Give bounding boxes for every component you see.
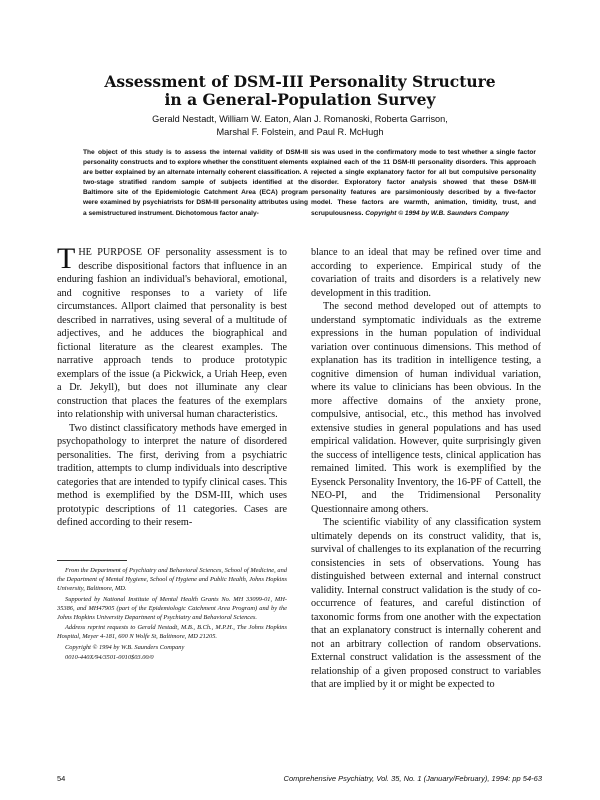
footnote-divider xyxy=(57,560,127,561)
footnote-copyright: Copyright © 1994 by W.B. Saunders Company xyxy=(65,643,185,651)
footnote-affiliation: From the Department of Psychiatry and Behavioral Sciences, School of Medicine, and the Department of Mental Hygiene, School of Hygiene and Public Health, Johns Hopkins University, Baltimore, MD. xyxy=(57,567,287,593)
author-list xyxy=(70,113,530,139)
body-right-column xyxy=(311,246,541,768)
title-line-2: in a General-Population Survey xyxy=(164,90,436,109)
body-paragraph: The second method developed out of attempts to understand symptomatic individuals as the extreme expressions in the human population of individual variation over continuous dimensions. This method of explanation has its tradition in intelligence testing, a cognitive dimension of human individual variation, where its value to clinicians has been obvious. In the more affective domains of the anxiety prone, compulsive, antisocial, etc., this method has involved extensive studies in general populations and has used empirical validation. However, quite surprisingly given the success of intelligence tests, clinical application has remained limited. This work is exemplified by the Eysenck Personality Inventory, the 16-PF of Cattell, the NEO-PI, and the Tridimensional Personality Questionnaire among others. xyxy=(311,301,541,515)
body-paragraph: Two distinct classificatory methods have emerged in psychopathology to interpret the nature of disordered personalities. The first, deriving from a psychiatric tradition, attempts to clump individuals into descriptive categories that are intended to typify clinical cases. This method is exemplified by the DSM-III, which uses prototypic descriptions of 11 categories. Cases are defined according to their resem- xyxy=(57,422,287,528)
footnote-issn: 0010-440X/94/3501-0010$03.00/0 xyxy=(65,653,154,661)
body-left-column xyxy=(57,246,287,550)
drop-cap: T xyxy=(57,246,76,275)
authors-line-2: Marshal F. Folstein, and Paul R. McHugh xyxy=(216,127,384,137)
abstract-copyright: Copyright © 1994 by W.B. Saunders Company xyxy=(365,209,509,217)
page-number: 54 xyxy=(57,774,66,783)
body-paragraph xyxy=(57,246,287,422)
article-title xyxy=(60,73,540,109)
title-line-1: Assessment of DSM-III Personality Structure xyxy=(104,72,496,91)
body-paragraph: blance to an ideal that may be refined over time and according to experience. Empirical study of the covariation of traits and disorders is a relatively new development in this tradition. xyxy=(311,247,541,299)
footnotes xyxy=(57,566,287,766)
footnote-support: Supported by National Institute of Mental Health Grants No. MH 33099-01, MH-35386, and MH47905 (part of the Epidemiologic Catchment Area Program) and by the Johns Hopkins University Department of Psychiatry and Behavioral Sciences. xyxy=(57,595,287,622)
footnote-address: Address reprint requests to Gerald Nestadt, M.B., B.Ch., M.P.H., The Johns Hopkins Hospital, Meyer 4-181, 600 N Wolfe St, Baltimore, MD 21205. xyxy=(57,624,287,641)
abstract-right-column xyxy=(311,148,536,219)
body-paragraph: The scientific viability of any classification system ultimately depends on its construct validity, that is, survival of challenges to its explanation of the recurring consistencies in sets of observations. Young has distinguished between external and internal construct validity. Internal construct validation is the study of co-occurrence of features, and careful distinction of taxonomic forms from one another with the expectation that an explanatory construct is internally coherent and not an arbitrary collection of random observations. External construct validation is the assessment of the relationship of a given proposed construct to variables that are implied by it or might be expected to xyxy=(311,517,541,690)
abstract-left-column: The object of this study is to assess the internal validity of DSM-III personality constructs and to explore whether the constituent elements are better explained by an alternate internally coherent classification. A two-stage stratified random sample of subjects identified at the Baltimore site of the Epidemiologic Catchment Area (ECA) program were examined by psychiatrists for DSM-III personality attributes using a semistructured instrument. Dichotomous factor analy- xyxy=(83,149,308,217)
journal-citation: Comprehensive Psychiatry, Vol. 35, No. 1 (January/February), 1994: pp 54-63 xyxy=(283,774,542,783)
authors-line-1: Gerald Nestadt, William W. Eaton, Alan J. Romanoski, Roberta Garrison, xyxy=(152,114,448,124)
body-paragraph-text: HE PURPOSE OF personality assessment is to describe dispositional factors that influence in an enduring fashion an individual's behavioral, emotional, and cognitive responses to a variety of life circumstances. Allport claimed that personality is best described in narratives, using several of a multitude of adjectives, and he adduces the biographical and fictional literature as the clearest examples. The narrative approach tends to produce prototypic exemplars of the issue (a Pickwick, a Uriah Heep, even a Dr. Jekyll), but does not illuminate any clear construction that places the features of the exemplars into relationship with universal human characteristics. xyxy=(57,247,287,420)
abstract-right-text: sis was used in the confirmatory mode to test whether a single factor explained each of the 11 DSM-III personality disorders. This approach rejected a single explanatory factor for all but compulsive personality disorder. Exploratory factor analysis showed that these DSM-III personality features are parsimoniously described by a five-factor model. These factors are warmth, animation, timidity, trust, and scrupulousness. xyxy=(311,149,536,217)
